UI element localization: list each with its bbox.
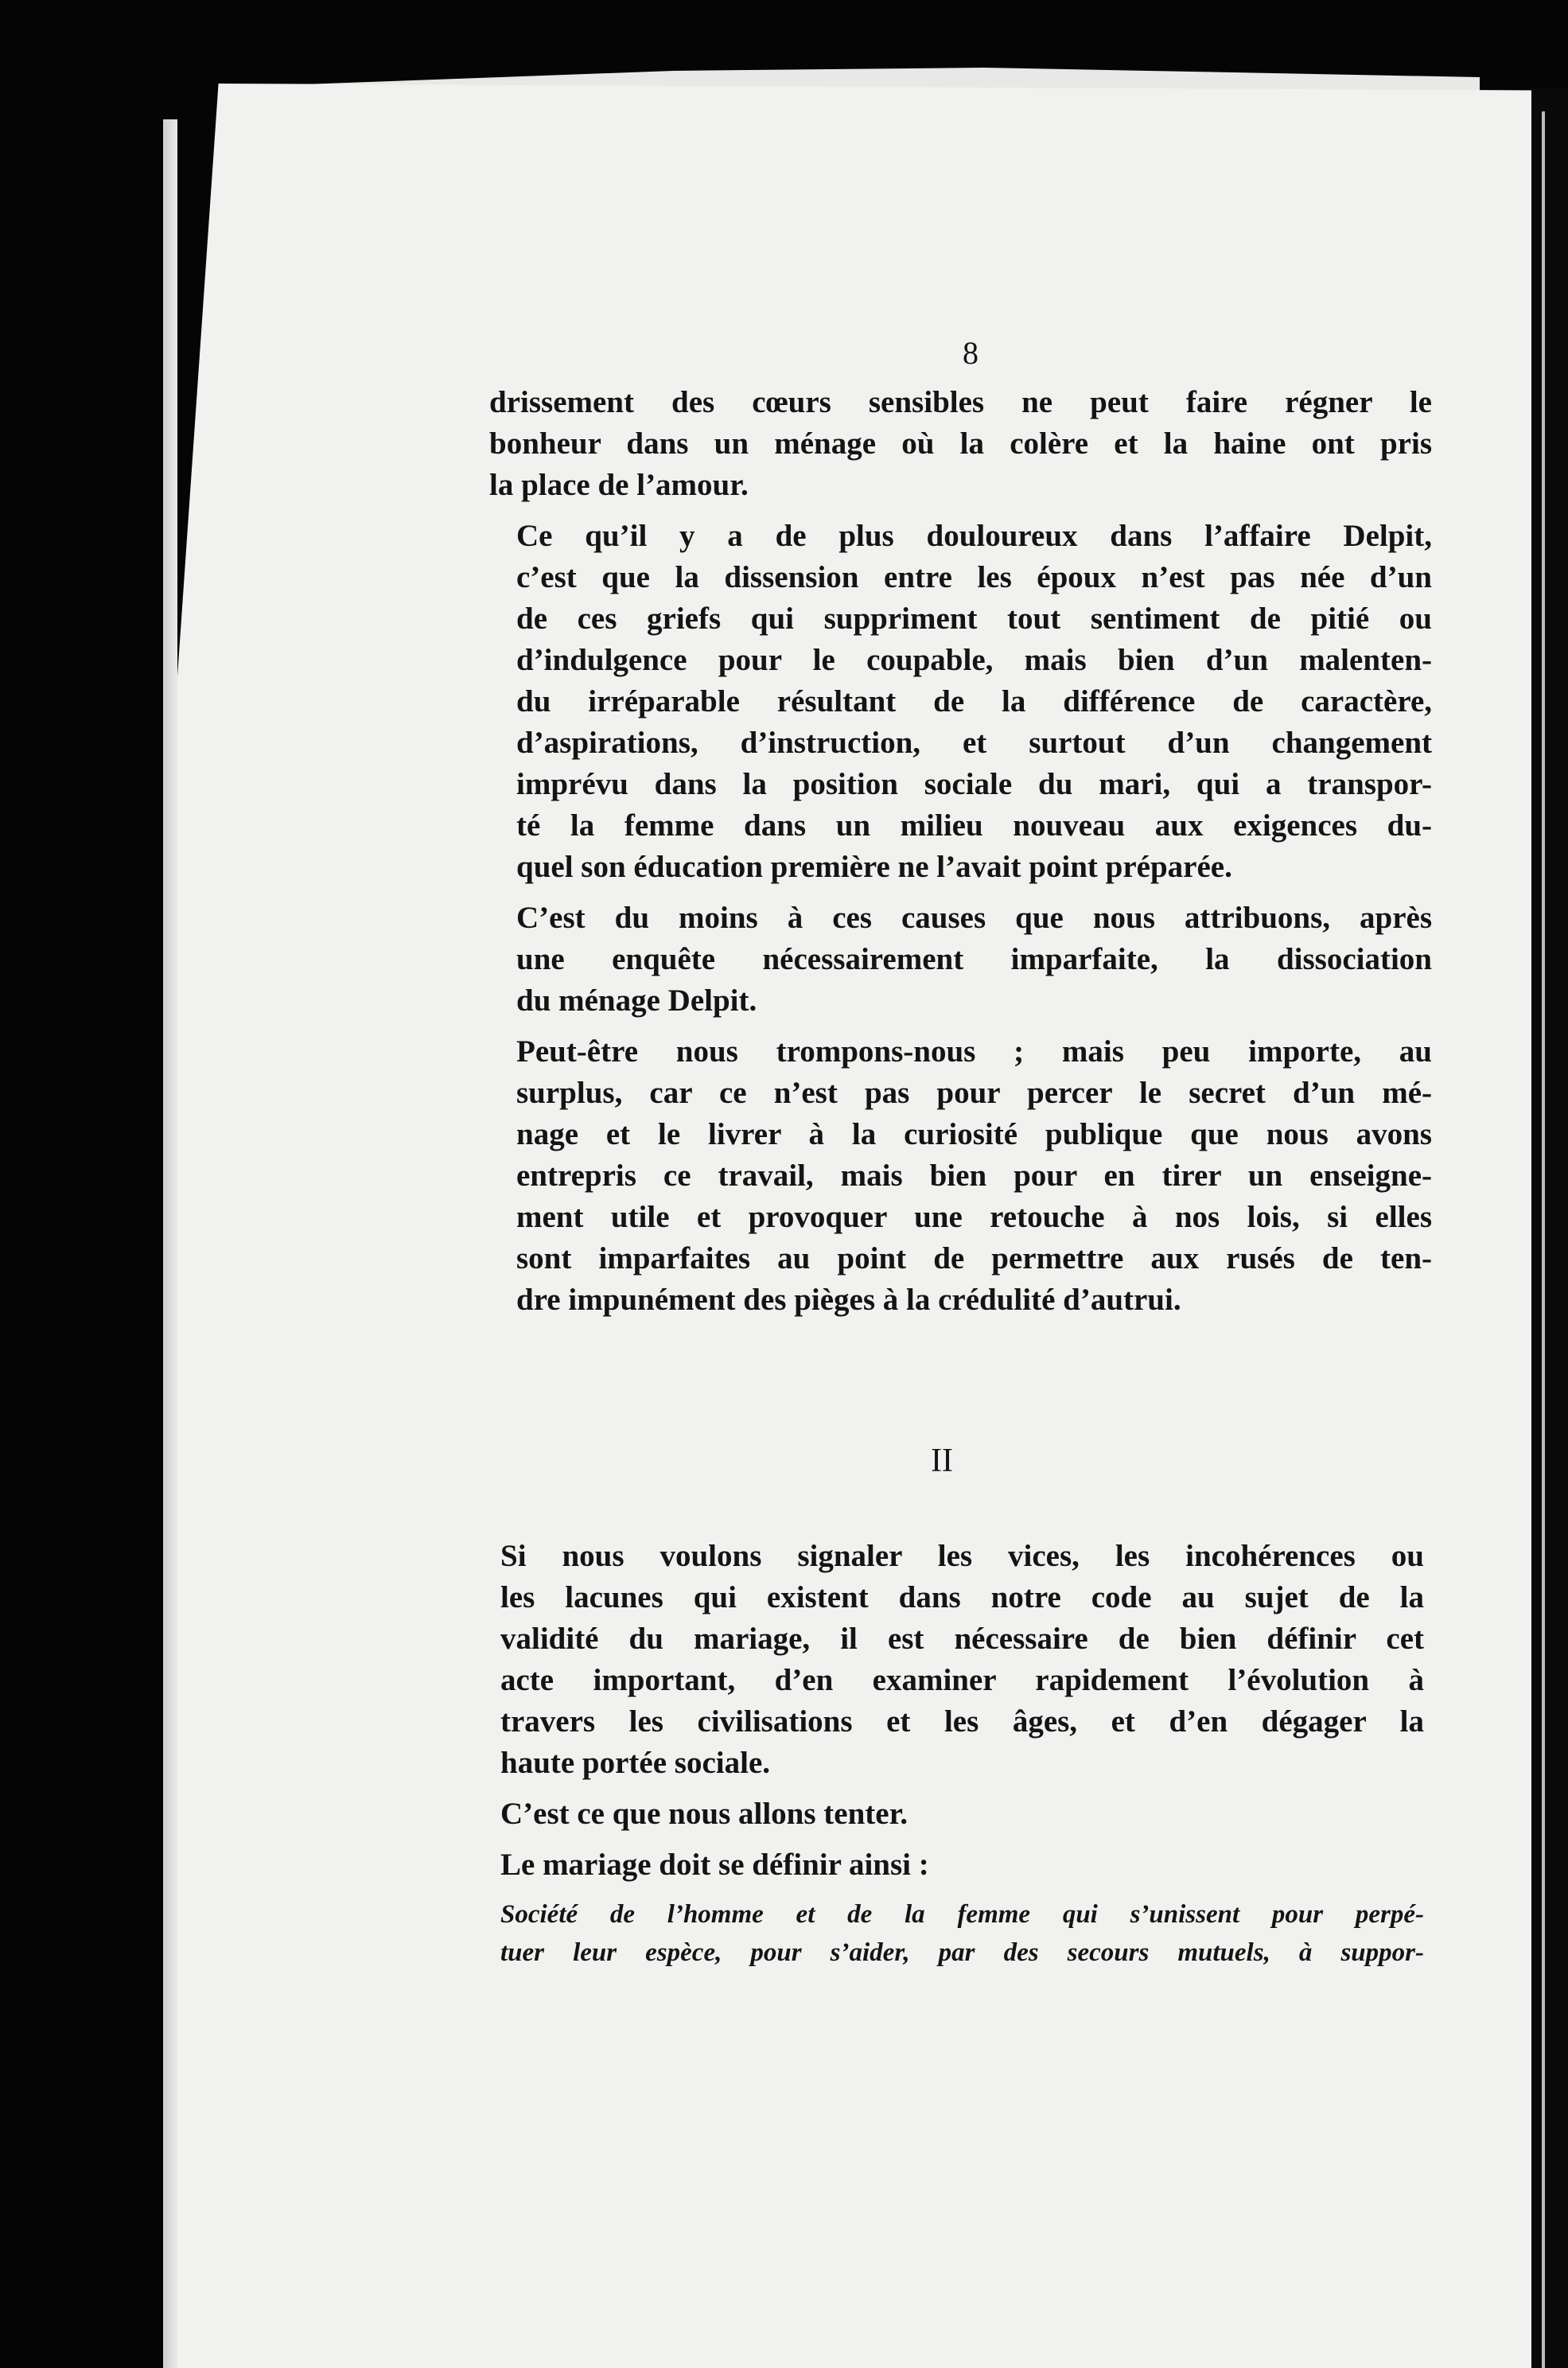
text-line: les lacunes qui existent dans notre code au sujet de la — [500, 1580, 1424, 1614]
text-line: surplus, car ce n’est pas pour percer le secret d’un mé- — [516, 1076, 1432, 1110]
text-line: dre impunément des pièges à la crédulité d’autrui. — [516, 1283, 1181, 1317]
text-line: haute portée sociale. — [500, 1746, 771, 1780]
right-scan-border — [1531, 88, 1568, 2368]
text-line: nage et le livrer à la curiosité publique que nous avons — [516, 1117, 1432, 1151]
text-line: c’est que la dissension entre les époux n’est pas née d’un — [516, 560, 1432, 594]
paragraph — [473, 1844, 1424, 1886]
paragraph — [473, 1536, 1424, 1784]
definition-quote — [473, 1895, 1424, 1972]
text-line: de ces griefs qui suppriment tout sentiment de pitié ou — [516, 602, 1432, 636]
body-text-bottom — [473, 1536, 1424, 1981]
page-binding-edge — [163, 119, 177, 2368]
text-line: ment utile et provoquer une retouche à nos lois, si elles — [516, 1200, 1432, 1234]
text-line: imprévu dans la position sociale du mari, qui a transpor- — [516, 767, 1432, 801]
text-line: d’indulgence pour le coupable, mais bien d’un malenten- — [516, 643, 1432, 677]
text-line: Ce qu’il y a de plus douloureux dans l’affaire Delpit, — [516, 519, 1432, 553]
paragraph — [489, 382, 1432, 506]
paragraph — [489, 898, 1432, 1022]
right-page-edge-line — [1542, 111, 1545, 2368]
text-line: du ménage Delpit. — [516, 983, 757, 1018]
text-line: travers les civilisations et les âges, et d’en dégager la — [500, 1704, 1424, 1739]
text-line: la place de l’amour. — [489, 468, 749, 502]
text-line: bonheur dans un ménage où la colère et la haine ont pris — [489, 426, 1432, 461]
section-heading: II — [931, 1443, 953, 1479]
text-line: tuer leur espèce, pour s’aider, par des secours mutuels, à suppor- — [500, 1938, 1424, 1967]
text-line: C’est ce que nous allons tenter. — [500, 1797, 909, 1831]
text-line: Le mariage doit se définir ainsi : — [500, 1848, 929, 1882]
text-line: Société de l’homme et de la femme qui s’unissent pour perpé- — [500, 1900, 1424, 1929]
text-line: une enquête nécessairement imparfaite, la dissociation — [516, 942, 1432, 976]
text-line: d’aspirations, d’instruction, et surtout d’un changement — [516, 726, 1432, 760]
text-line: acte important, d’en examiner rapidement l’évolution à — [500, 1663, 1424, 1697]
paragraph — [489, 516, 1432, 888]
text-line: validité du mariage, il est nécessaire de bien définir cet — [500, 1622, 1424, 1656]
text-line: Si nous voulons signaler les vices, les incohérences ou — [500, 1539, 1424, 1573]
page-number: 8 — [963, 335, 979, 371]
text-line: du irréparable résultant de la différence de caractère, — [516, 684, 1432, 719]
text-line: té la femme dans un milieu nouveau aux exigences du- — [516, 808, 1432, 843]
text-line: quel son éducation première ne l’avait point préparée. — [516, 850, 1232, 884]
paragraph — [473, 1794, 1424, 1835]
text-line: C’est du moins à ces causes que nous attribuons, après — [516, 901, 1432, 935]
text-line: sont imparfaites au point de permettre aux rusés de ten- — [516, 1241, 1432, 1276]
paragraph — [489, 1031, 1432, 1321]
text-line: drissement des cœurs sensibles ne peut faire régner le — [489, 385, 1432, 419]
body-text-top — [489, 382, 1432, 1330]
text-line: entrepris ce travail, mais bien pour en tirer un enseigne- — [516, 1159, 1432, 1193]
text-line: Peut-être nous trompons-nous ; mais peu importe, au — [516, 1034, 1432, 1069]
